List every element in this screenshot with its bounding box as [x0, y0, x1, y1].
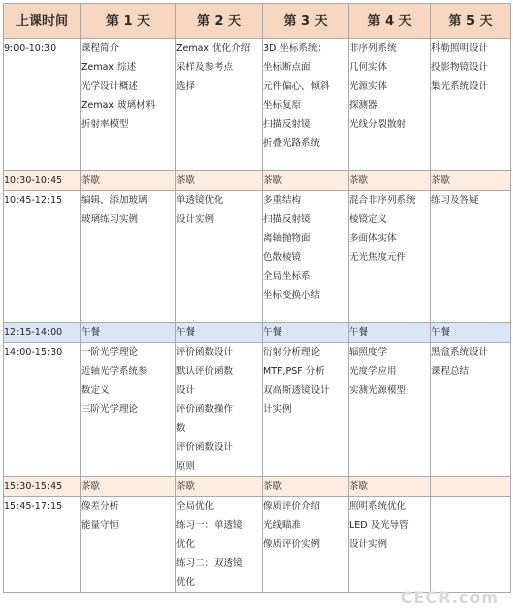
topic-line: 辐照度学 [349, 347, 388, 358]
topic-line: 练习一：单透镜 [176, 520, 243, 531]
day-2-cell [176, 477, 263, 497]
topic-line: 照明系统优化 [349, 501, 407, 512]
topic-line: 非序列系统 [349, 43, 397, 54]
day-2-cell [176, 191, 263, 323]
header-time: 上课时间 [4, 4, 81, 39]
schedule-body [4, 39, 511, 593]
schedule-table [3, 3, 511, 593]
topic-line: 坐标断点面 [263, 62, 311, 73]
topic-line: 棱镜定义 [349, 214, 388, 225]
topic-line: 探测器 [349, 100, 378, 111]
header-day-4: 第 4 天 [349, 4, 431, 39]
topic-line: MTF,PSF 分析 [263, 366, 325, 377]
day-5-cell [431, 323, 511, 343]
topic-line: 全局优化 [176, 501, 215, 512]
day-5-cell [431, 191, 511, 323]
topic-line: LED 及光导管 [349, 520, 409, 531]
time-slot: 10:45-12:15 [4, 191, 81, 323]
topic-line: 实测光源模型 [349, 385, 407, 396]
topic-line: 采样及参考点 [176, 62, 234, 73]
day-4-cell [349, 497, 431, 593]
header-row [4, 4, 511, 39]
topic-line: 光学设计概述 [81, 81, 139, 92]
topic-line: 混合非序列系统 [349, 195, 416, 206]
topic-line: 优化 [176, 577, 196, 588]
table-row [4, 323, 511, 343]
topic-line: 投影物镜设计 [431, 62, 489, 73]
topic-line: Zemax 综述 [81, 62, 137, 73]
topic-line: 茶歇 [263, 481, 283, 492]
topic-line: 光线瞄准 [263, 520, 302, 531]
topic-line: 一阶光学理论 [81, 347, 139, 358]
topic-line: 多面体实体 [349, 233, 397, 244]
topic-line: 光线分裂散射 [349, 119, 407, 130]
day-1-cell [81, 171, 176, 191]
topic-line: 午餐 [431, 327, 451, 338]
topic-line: 全局坐标系 [263, 271, 311, 282]
topic-line: 数 [176, 423, 186, 434]
time-slot: 12:15-14:00 [4, 323, 81, 343]
day-2-cell [176, 323, 263, 343]
topic-line: 默认评价函数 [176, 366, 234, 377]
topic-line: 无光焦度元件 [349, 252, 407, 263]
time-slot: 9:00-10:30 [4, 39, 81, 171]
topic-line: 色散棱镜 [263, 252, 302, 263]
topic-line: 几何实体 [349, 62, 388, 73]
day-3-cell [263, 323, 349, 343]
day-3-cell [263, 477, 349, 497]
topic-line: 单透镜优化 [176, 195, 224, 206]
topic-line: 茶歇 [263, 175, 283, 186]
watermark: CECR.com [400, 588, 499, 607]
topic-line: 玻璃练习实例 [81, 214, 139, 225]
topic-line: 坐标变换小结 [263, 290, 321, 301]
topic-line: 衍射分析理论 [263, 347, 321, 358]
day-2-cell [176, 343, 263, 477]
day-3-cell [263, 497, 349, 593]
day-4-cell [349, 323, 431, 343]
topic-line: Zemax 玻璃材料 [81, 100, 156, 111]
topic-line: 午餐 [81, 327, 101, 338]
topic-line: 近轴光学系统参 [81, 366, 148, 377]
topic-line: 评价函数设计 [176, 347, 234, 358]
time-slot: 14:00-15:30 [4, 343, 81, 477]
day-1-cell [81, 343, 176, 477]
topic-line: 像差分析 [81, 501, 120, 512]
topic-line: 茶歇 [349, 175, 369, 186]
topic-line: 科勒照明设计 [431, 43, 489, 54]
day-3-cell [263, 343, 349, 477]
topic-line: 多重结构 [263, 195, 302, 206]
topic-line: 茶歇 [349, 481, 369, 492]
day-3-cell [263, 39, 349, 171]
topic-line: 光度学应用 [349, 366, 397, 377]
topic-line: 课程简介 [81, 43, 120, 54]
table-row [4, 477, 511, 497]
time-slot: 15:30-15:45 [4, 477, 81, 497]
topic-line: 能量守恒 [81, 520, 120, 531]
header-day-5: 第 5 天 [431, 4, 511, 39]
topic-line: 像质评价实例 [263, 539, 321, 550]
topic-line: 扫描反射镜 [263, 119, 311, 130]
topic-line: 设计实例 [349, 539, 388, 550]
day-2-cell [176, 497, 263, 593]
topic-line: 评价函数设计 [176, 442, 234, 453]
topic-line: Zemax 优化介绍 [176, 43, 251, 54]
day-2-cell [176, 39, 263, 171]
day-4-cell [349, 171, 431, 191]
topic-line: 三阶光学理论 [81, 404, 139, 415]
day-5-cell [431, 343, 511, 477]
topic-line: 折射率模型 [81, 119, 129, 130]
day-1-cell [81, 323, 176, 343]
topic-line: 茶歇 [176, 175, 196, 186]
day-1-cell [81, 477, 176, 497]
day-5-cell [431, 477, 511, 497]
day-4-cell [349, 477, 431, 497]
topic-line: 坐标复原 [263, 100, 302, 111]
table-row [4, 343, 511, 477]
table-row [4, 497, 511, 593]
topic-line: 午餐 [263, 327, 283, 338]
day-4-cell [349, 191, 431, 323]
header-day-2: 第 2 天 [176, 4, 263, 39]
topic-line: 离轴抛物面 [263, 233, 311, 244]
topic-line: 优化 [176, 539, 196, 550]
day-3-cell [263, 171, 349, 191]
day-1-cell [81, 191, 176, 323]
topic-line: 像质评价介绍 [263, 501, 321, 512]
header-day-1: 第 1 天 [81, 4, 176, 39]
topic-line: 元件偏心、倾斜 [263, 81, 330, 92]
day-2-cell [176, 171, 263, 191]
topic-line: 计实例 [263, 404, 292, 415]
topic-line: 光源实体 [349, 81, 388, 92]
topic-line: 茶歇 [176, 481, 196, 492]
time-slot: 10:30-10:45 [4, 171, 81, 191]
topic-line: 设计 [176, 385, 196, 396]
topic-line: 扫描反射镜 [263, 214, 311, 225]
topic-line: 茶歇 [431, 175, 451, 186]
table-row [4, 39, 511, 171]
topic-line: 折叠光路系统 [263, 138, 321, 149]
topic-line: 练习二：双透镜 [176, 558, 243, 569]
topic-line: 选择 [176, 81, 196, 92]
day-5-cell [431, 39, 511, 171]
day-5-cell [431, 497, 511, 593]
topic-line: 原则 [176, 461, 196, 472]
time-slot: 15:45-17:15 [4, 497, 81, 593]
day-1-cell [81, 497, 176, 593]
header-day-3: 第 3 天 [263, 4, 349, 39]
table-row [4, 191, 511, 323]
topic-line: 午餐 [176, 327, 196, 338]
day-4-cell [349, 39, 431, 171]
topic-line: 编辑、添加玻璃 [81, 195, 148, 206]
topic-line: 集光系统设计 [431, 81, 489, 92]
topic-line: 茶歇 [81, 481, 101, 492]
topic-line: 3D 坐标系统： [263, 43, 327, 54]
topic-line: 午餐 [349, 327, 369, 338]
topic-line: 设计实例 [176, 214, 215, 225]
table-row [4, 171, 511, 191]
topic-line: 课程总结 [431, 366, 470, 377]
topic-line: 茶歇 [81, 175, 101, 186]
topic-line: 双高斯透镜设计 [263, 385, 330, 396]
topic-line: 练习及答疑 [431, 195, 479, 206]
topic-line: 评价函数操作 [176, 404, 234, 415]
topic-line: 数定义 [81, 385, 110, 396]
day-3-cell [263, 191, 349, 323]
day-5-cell [431, 171, 511, 191]
day-1-cell [81, 39, 176, 171]
topic-line: 黑盒系统设计 [431, 347, 489, 358]
day-4-cell [349, 343, 431, 477]
